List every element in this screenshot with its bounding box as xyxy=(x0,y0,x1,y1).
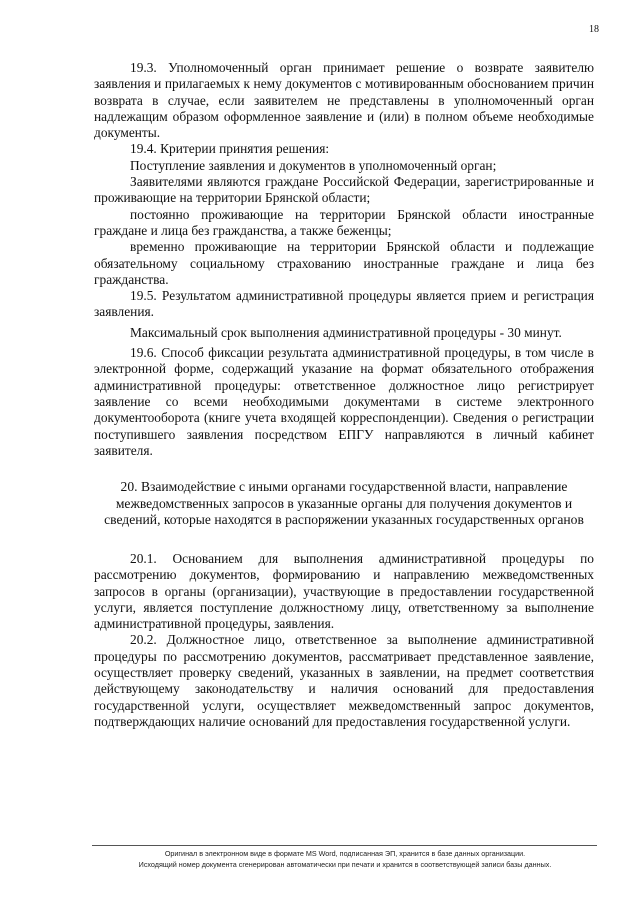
paragraph-max-time: Максимальный срок выполнения административной процедуры - 30 минут. xyxy=(130,324,562,340)
footer-line-2: Исходящий номер документа сгенерирован автоматически при печати и хранится в соответствующей записи базы данных. xyxy=(138,860,552,869)
paragraph-19-3: 19.3. Уполномоченный орган принимает решение о возврате заявителю заявления и прилагаемых к нему документов с мотивированным обоснованием причин возврата в случае, если заявителем не представлены в уполномоченный орган надлежащим образом оформленное заявление и (или) в полном объеме необходимые документы. xyxy=(94,60,594,141)
paragraph-20-1: 20.1. Основанием для выполнения административной процедуры по рассмотрению документов, формированию и направлению межведомственных запросов в органы (организации), участвующие в предоставлении государственной услуги, является поступление должностному лицу, ответственному за выполнение административной процедуры, заявления. xyxy=(94,550,594,632)
paragraph-19-5: 19.5. Результатом административной процедуры является прием и регистрация заявления. xyxy=(94,288,594,320)
paragraph-19-4: 19.4. Критерии принятия решения: xyxy=(130,141,330,157)
section-heading-20: 20. Взаимодействие с иными органами государственной власти, направление межведомственных запросов в указанные органы для получения документов и сведений, которые находятся в распоряжении указанных государственных органов xyxy=(104,479,584,528)
footer-line-1: Оригинал в электронном виде в формате MS Word, подписанная ЭП, хранится в базе данных организации. xyxy=(164,849,526,858)
paragraph-criterion-3: постоянно проживающие на территории Брянской области иностранные граждане и лица без гражданства, а также беженцы; xyxy=(94,206,594,238)
document-body xyxy=(94,60,594,730)
footer-divider xyxy=(92,845,597,846)
paragraph-criterion-4: временно проживающие на территории Брянской области и подлежащие обязательному социальному страхованию иностранные граждане и лица без гражданства. xyxy=(94,239,594,287)
page-number: 18 xyxy=(589,24,599,35)
paragraph-criterion-2: Заявителями являются граждане Российской Федерации, зарегистрированные и проживающие на территории Брянской области; xyxy=(94,174,594,206)
paragraph-19-6: 19.6. Способ фиксации результата административной процедуры, в том числе в электронной форме, содержащий указание на формат обязательного отображения административной процедуры: ответственное должностное лицо регистрирует заявление со всеми необходимыми документами в системе электронного документооборота (книге учета входящей корреспонденции). Сведения о регистрации поступившего заявления посредством ЕПГУ направляются в личный кабинет заявителя. xyxy=(94,345,594,458)
paragraph-criterion-1: Поступление заявления и документов в уполномоченный орган; xyxy=(130,157,497,173)
paragraph-20-2: 20.2. Должностное лицо, ответственное за выполнение административной процедуры по рассмотрению документов, рассматривает представленное заявление, осуществляет проверку сведений, указанных в заявлении, на предмет соответствия действующему законодательству и наличия оснований для предоставления государственной услуги, осуществляет межведомственный запрос документов, подтверждающих наличие оснований для предоставления государственной услуги. xyxy=(94,632,594,729)
